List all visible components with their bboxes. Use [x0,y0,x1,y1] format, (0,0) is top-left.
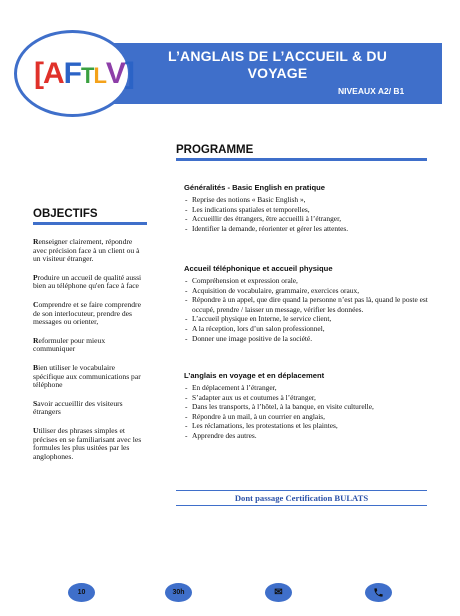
objective-item: Renseigner clairement, répondre avec précision face à un client ou à un visiteur étranger. [33,237,140,264]
program-item: - Dans les transports, à l’hôtel, à la banque, en visite culturelle, [184,402,429,412]
program-block-reception [184,264,429,343]
objectives-list [33,238,148,471]
logo-letter-f: F [63,57,81,90]
program-block-basics [184,183,429,233]
programme-rule [176,158,427,161]
program-item: - Donner une image positive de la société. [184,334,429,344]
certification-rule-top [176,490,427,491]
program-item: - Apprendre des autres. [184,431,429,441]
objective-item: Bien utiliser le vocabulaire spécifique aux communications par téléphone [33,362,141,390]
certification-rule-bottom [176,505,427,506]
logo-letter-a: A [43,57,64,90]
programme-heading: PROGRAMME [176,144,254,156]
objectives-heading: OBJECTIFS [33,208,98,220]
program-block-title: L’anglais en voyage et en déplacement [184,371,325,380]
count-badge: 10 [68,583,95,602]
logo-bracket-right: ] [124,57,134,90]
objectives-rule [33,222,147,225]
program-item: - S’adapter aux us et coutumes à l’étranger, [184,393,429,403]
program-item: - Compréhension et expression orale, [184,276,429,286]
program-item: - L’accueil physique en Interne, le service client, [184,314,429,324]
page-title: L’ANGLAIS DE L’ACCUEIL & DU VOYAGE [167,48,388,81]
program-block-title: Généralités - Basic English en pratique [184,183,325,192]
logo-bracket-left: [ [34,57,43,90]
program-block-title: Accueil téléphonique et accueil physique [184,264,333,273]
program-item: - Répondre à un appel, que dire quand la personne n’est pas là, quand le poste est occupé, prendre / laisser un message, vérifier les données. [184,295,429,314]
program-item: - A la réception, lors d’un salon professionnel, [184,324,429,334]
email-icon[interactable]: ✉ [265,583,292,602]
phone-glyph [373,587,384,598]
logo-letter-t: T [81,63,94,88]
program-item: - Les réclamations, les protestations et les plaintes, [184,421,429,431]
phone-icon[interactable] [365,583,392,602]
program-item: - En déplacement à l’étranger, [184,383,429,393]
program-item: - Acquisition de vocabulaire, grammaire, exercices oraux, [184,286,429,296]
level-label: NIVEAUX A2/ B1 [338,86,405,96]
objective-item: Produire un accueil de qualité aussi bien au téléphone qu'en face à face [33,272,142,291]
logo-letter-l: L [93,63,106,88]
logo [34,57,134,91]
program-item: - Les indications spatiales et temporelles, [184,205,429,215]
duration-badge: 30h [165,583,192,602]
program-item: - Reprise des notions « Basic English », [184,195,429,205]
program-block-travel [184,371,429,441]
objective-item: Comprendre et se faire comprendre de son interlocuteur, prendre des messages ou orienter, [33,299,141,327]
objective-item: Reformuler pour mieux communiquer [33,335,106,354]
certification-note: Dont passage Certification BULATS [234,493,369,503]
program-item: - Accueillir des étrangers, être accueilli à l’étranger, [184,214,429,224]
program-item: - Identifier la demande, réorienter et gérer les attentes. [184,224,429,234]
objective-item: Utiliser des phrases simples et précises en se familiarisant avec les formules les plus usitées par les anglophones. [33,425,142,461]
program-item: - Répondre à un mail, à un courrier en anglais, [184,412,429,422]
logo-letter-v: V [105,57,125,90]
objective-item: Savoir accueillir des visiteurs étrangers [33,398,123,417]
